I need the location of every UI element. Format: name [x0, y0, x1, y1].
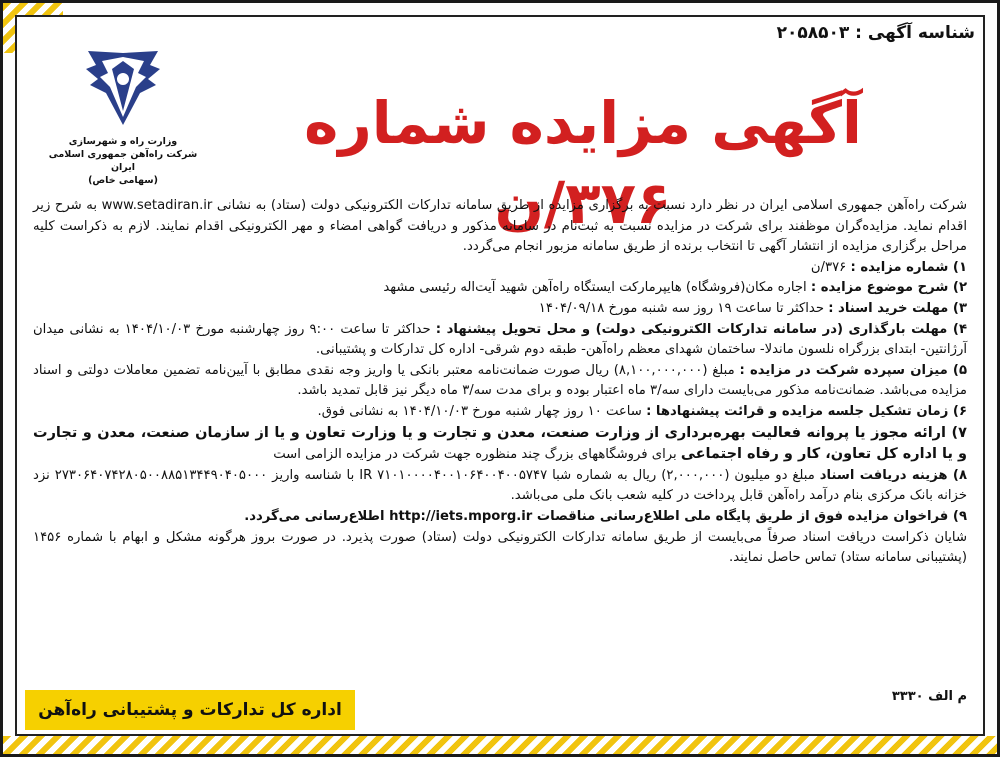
railway-wings-emblem-icon — [78, 43, 168, 133]
item-text: اجاره مکان(فروشگاه) هایپرمارکت ایستگاه راه‌آهن شهید آیت‌اله رئیسی مشهد — [383, 280, 807, 296]
item-label: ۳) مهلت خرید اسناد : — [828, 300, 967, 316]
item-3 — [33, 299, 967, 320]
item-7 — [33, 423, 967, 466]
ad-reference-code: م الف ۳۳۳۰ — [891, 689, 967, 704]
item-label: ۷) ارائه مجوز یا پروانه فعالیت بهره‌برداری از وزارت صنعت، معدن و تجارت و یا وزارت تعاون و یا از سازمان صنعت، معدن و تجارت و یا اداره کل تعاون، کار و رفاه اجتماعی — [33, 424, 967, 463]
item-text: حداکثر تا ساعت ۹:۰۰ روز چهارشنبه مورخ ۱۴۰۴/۱۰/۰۳ به نشانی میدان آرژانتین- ابتدای بزرگراه نلسون ماندلا- ساختمان شهدای معظم راه‌آهن- طبقه دوم شرقی- اداره کل تدارکات و پشتیبانی. — [33, 321, 967, 358]
intro-paragraph: شرکت راه‌آهن جمهوری اسلامی ایران در نظر دارد نسبت به برگزاری مزایده از طریق سامانه تدارکات الکترونیکی دولت (ستاد) به نشانی www.setadiran.ir به شرح زیر اقدام نماید. مزایده‌گران موظفند برای شرکت در مزایده نسبت به ثبت‌نام در سامانه مذکور و دریافت گواهی امضاء و مهر الکترونیکی اقدام نمایند. لازم به ذکراست کلیه مراحل برگزاری مزایده از انتشار آگهی تا انتخاب برنده از طریق سامانه مزبور انجام می‌گردد. — [33, 198, 967, 255]
logo-line-type: (سهامی خاص) — [88, 175, 158, 186]
item-label: ۲) شرح موضوع مزایده : — [810, 280, 967, 296]
item-text: مبلغ دو میلیون (۲,۰۰۰,۰۰۰) ریال به شماره شبا IR ۷۱۰۱۰۰۰۰۴۰۰۱۰۶۴۰۰۴۰۰۵۷۴۷ با شناسه واریز ۲۷۳۰۶۴۰۷۴۲۸۰۵۰۰۸۸۵۱۳۴۴۹۰۴۰۵۰۰۰ نزد خزانه بانک مرکزی بنام درآمد راه‌آهن قابل پرداخت در کلیه شعب بانک ملی می‌باشد. — [33, 467, 967, 504]
item-label: ۱) شماره مزایده : — [850, 259, 967, 275]
logo-line-ministry: وزارت راه و شهرسازی — [68, 136, 178, 147]
logo-line-company: شرکت راه‌آهن جمهوری اسلامی ایران — [48, 149, 198, 173]
ad-body — [33, 196, 967, 569]
item-4 — [33, 320, 967, 361]
item-1 — [33, 258, 967, 279]
item-6 — [33, 402, 967, 423]
item-text: مبلغ (۸,۱۰۰,۰۰۰,۰۰۰) ریال صورت ضمانت‌نامه معتبر بانکی یا واریز وجه نقدی مطابق با آیین‌نامه تضمین معاملات دولتی و اسناد مزایده می‌باشد. ضمانت‌نامه مذکور می‌بایست دارای سه/۳ ماه اعتبار بوده و برای مدت سه/۳ ماه دیگر نیز قابل تمدید باشد. — [33, 362, 967, 399]
item-label: ۹) فراخوان مزایده فوق از طریق پایگاه ملی اطلاع‌رسانی مناقصات http://iets.mporg.ir اطلاع‌رسانی می‌گردد. — [244, 508, 967, 524]
ad-title: آگهی مزایده شماره ۳۷۶/ن — [304, 89, 862, 237]
item-text: برای فروشگاههای بزرگ چند منظوره جهت شرکت در مزایده الزامی است — [273, 447, 677, 463]
item-label: ۸) هزینه دریافت اسناد — [819, 467, 967, 483]
yellow-stripe-decoration — [3, 736, 997, 754]
item-text: ۳۷۶/ن — [810, 259, 847, 275]
company-logo — [43, 43, 203, 193]
item-label: ۵) میزان سپرده شرکت در مزایده : — [739, 362, 968, 378]
item-9 — [33, 507, 967, 528]
ad-id-label: شناسه آگهی : ۲۰۵۸۵۰۳ — [776, 23, 975, 43]
item-5 — [33, 361, 967, 402]
item-label: ۶) زمان تشکیل جلسه مزایده و قرائت پیشنهادها : — [646, 403, 967, 419]
item-label: ۴) مهلت بارگذاری (در سامانه تدارکات الکترونیکی دولت) و محل تحویل پیشنهاد : — [435, 321, 967, 337]
item-text: حداکثر تا ساعت ۱۹ روز سه شنبه مورخ ۱۴۰۴/۰۹/۱۸ — [538, 300, 824, 316]
note-paragraph: شایان ذکراست دریافت اسناد صرفاً می‌بایست از طریق سامانه تدارکات الکترونیکی دولت (ستاد) صورت پذیرد. در صورت بروز هرگونه مشکل و ابهام با شماره ۱۴۵۶ (پشتیبانی سامانه ستاد) تماس حاصل نمایند. — [33, 529, 967, 566]
item-8 — [33, 466, 967, 507]
item-2 — [33, 278, 967, 299]
issuer-banner: اداره کل تدارکات و پشتیبانی راه‌آهن — [25, 690, 355, 730]
item-text: ساعت ۱۰ روز چهار شنبه مورخ ۱۴۰۴/۱۰/۰۳ به نشانی فوق. — [317, 403, 642, 419]
